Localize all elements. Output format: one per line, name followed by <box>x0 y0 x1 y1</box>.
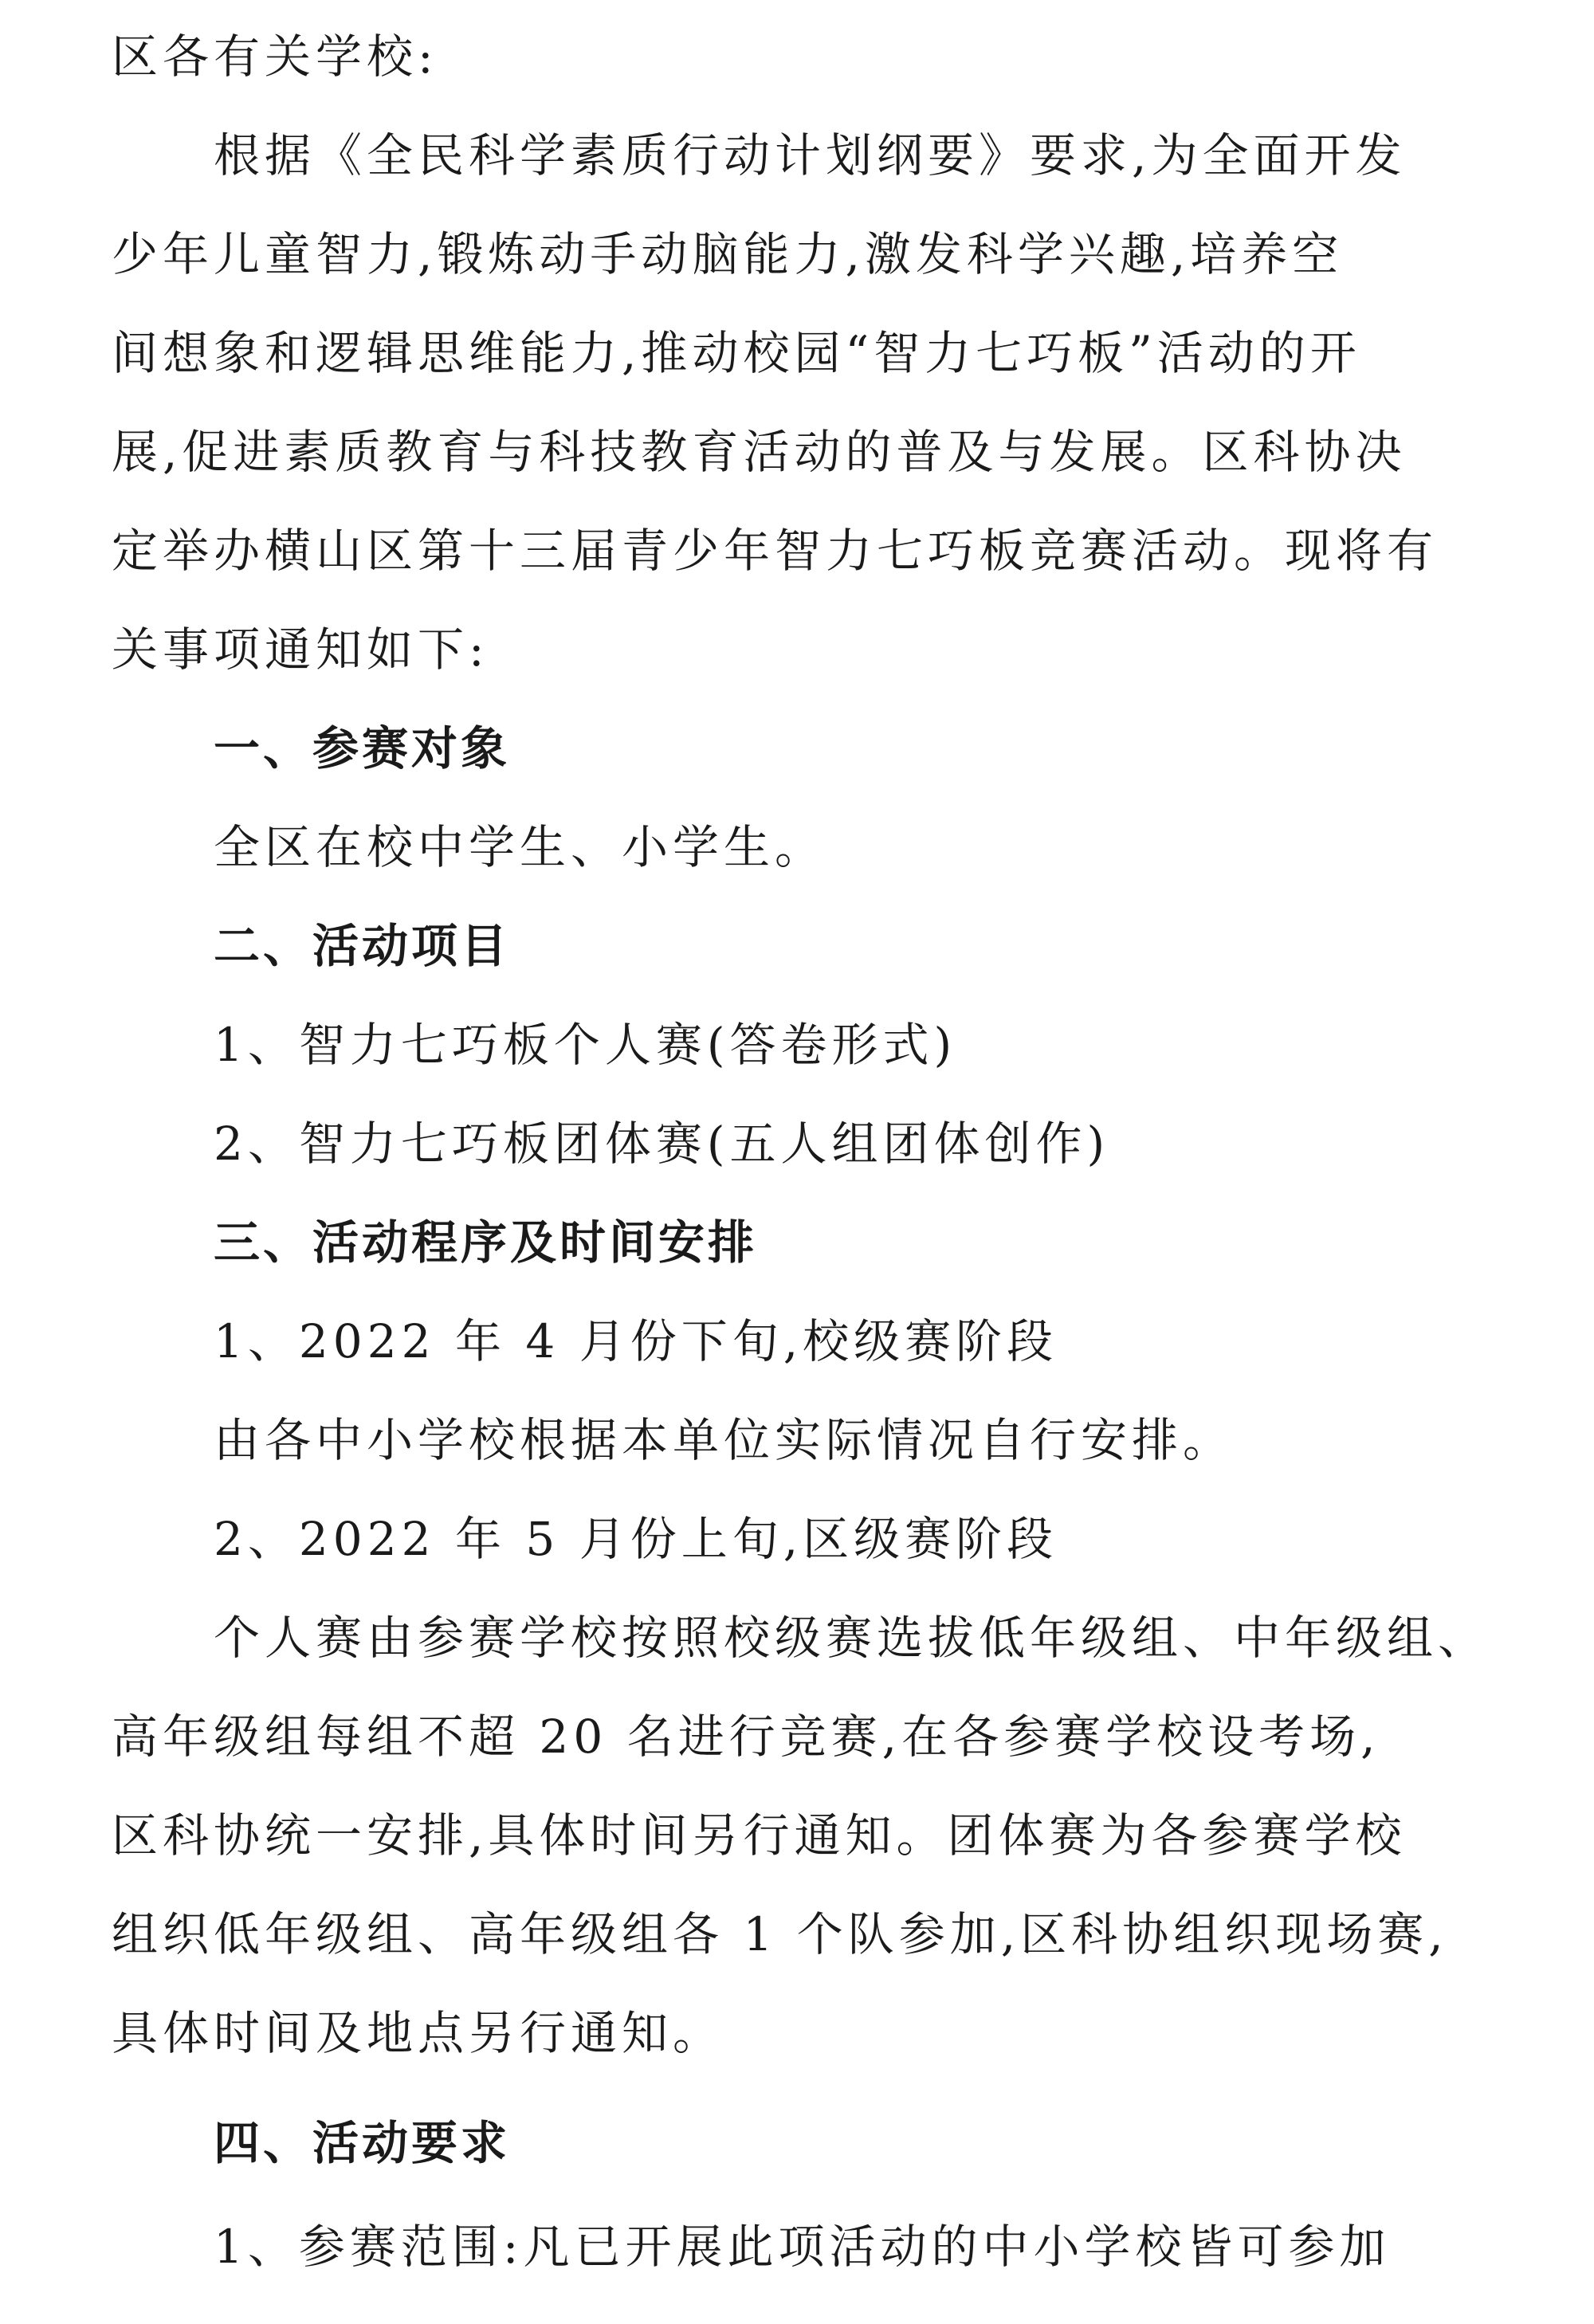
paragraph-line: 少年儿童智力,锻炼动手动脑能力,激发科学兴趣,培养空 <box>112 227 1344 281</box>
paragraph-line: 区科协统一安排,具体时间另行通知。团体赛为各参赛学校 <box>112 1808 1407 1863</box>
section-heading-2: 二、活动项目 <box>214 919 511 973</box>
paragraph-line: 展,促进素质教育与科技教育活动的普及与发展。区科协决 <box>112 425 1407 479</box>
salutation: 区各有关学校: <box>112 29 438 84</box>
list-item: 2、智力七巧板团体赛(五人组团体创作) <box>214 1117 1110 1171</box>
paragraph-line: 关事项通知如下: <box>112 622 489 677</box>
section-heading-3: 三、活动程序及时间安排 <box>214 1215 758 1270</box>
paragraph-line: 全区在校中学生、小学生。 <box>214 820 826 874</box>
section-heading-4: 四、活动要求 <box>214 2116 511 2170</box>
list-item: 1、2022 年 4 月份下旬,校级赛阶段 <box>214 1314 1058 1368</box>
paragraph-line: 根据《全民科学素质行动计划纲要》要求,为全面开发 <box>214 128 1407 183</box>
paragraph-line: 组织低年级组、高年级组各 1 个队参加,区科协组织现场赛, <box>112 1907 1448 1961</box>
paragraph-line: 具体时间及地点另行通知。 <box>112 2006 724 2060</box>
list-item: 1、智力七巧板个人赛(答卷形式) <box>214 1018 957 1072</box>
paragraph-line: 由各中小学校根据本单位实际情况自行安排。 <box>214 1413 1235 1467</box>
paragraph-line: 间想象和逻辑思维能力,推动校园“智力七巧板”活动的开 <box>112 326 1361 380</box>
list-item: 1、参赛范围:凡已开展此项活动的中小学校皆可参加 <box>214 2220 1391 2274</box>
section-heading-1: 一、参赛对象 <box>214 721 511 775</box>
paragraph-line: 个人赛由参赛学校按照校级赛选拔低年级组、中年级组、 <box>214 1611 1490 1665</box>
list-item: 2、2022 年 5 月份上旬,区级赛阶段 <box>214 1512 1058 1566</box>
paragraph-line: 定举办横山区第十三届青少年智力七巧板竞赛活动。现将有 <box>112 524 1439 578</box>
paragraph-line: 高年级组每组不超 20 名进行竞赛,在各参赛学校设考场, <box>112 1710 1380 1764</box>
